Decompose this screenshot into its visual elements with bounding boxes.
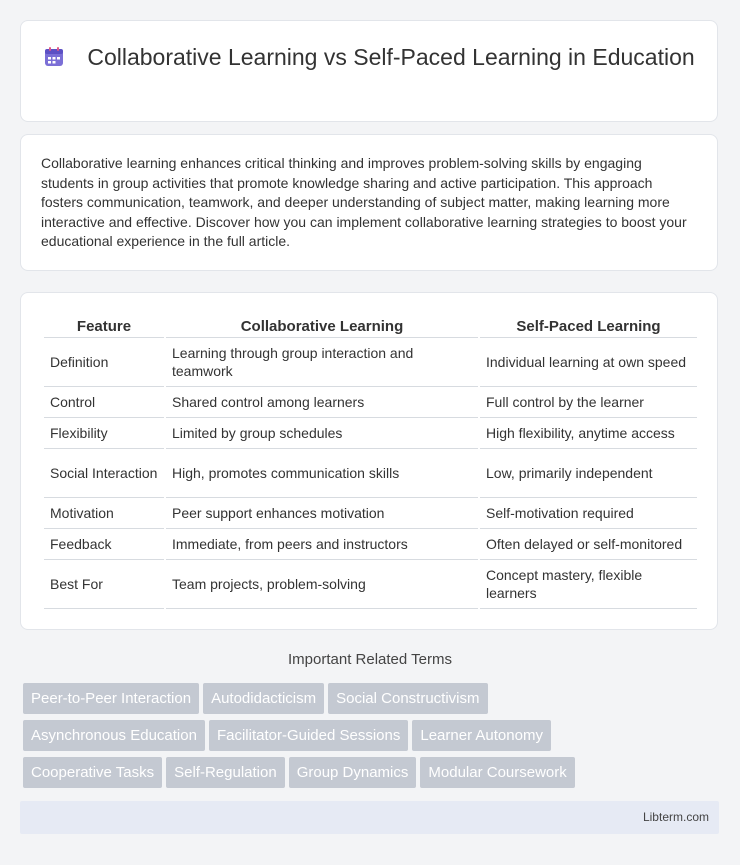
row-feature: Motivation [44, 498, 164, 529]
table-row [44, 387, 697, 418]
table-row [44, 449, 697, 498]
row-self-paced: Low, primarily independent [480, 449, 697, 498]
tag-self-regulation[interactable]: Self-Regulation [166, 757, 285, 788]
row-collaborative: Learning through group interaction and teamwork [166, 338, 478, 387]
table-row [44, 498, 697, 529]
page-title: Collaborative Learning vs Self-Paced Learning in Education [87, 44, 695, 70]
tag-asynchronous-education[interactable]: Asynchronous Education [23, 720, 205, 751]
tag-facilitator-guided-sessions[interactable]: Facilitator-Guided Sessions [209, 720, 408, 751]
header-collaborative: Collaborative Learning [166, 315, 478, 338]
related-terms-title: Important Related Terms [288, 651, 452, 668]
row-collaborative: High, promotes communication skills [166, 449, 478, 498]
intro-card [20, 134, 718, 271]
row-self-paced: High flexibility, anytime access [480, 418, 697, 449]
row-collaborative: Shared control among learners [166, 387, 478, 418]
row-collaborative: Peer support enhances motivation [166, 498, 478, 529]
tag-cooperative-tasks[interactable]: Cooperative Tasks [23, 757, 162, 788]
tag-row [23, 683, 623, 714]
tag-modular-coursework[interactable]: Modular Coursework [420, 757, 574, 788]
title-card [20, 20, 718, 122]
calendar-icon [43, 46, 65, 68]
row-feature: Feedback [44, 529, 164, 560]
row-feature: Definition [44, 338, 164, 387]
tag-group-dynamics[interactable]: Group Dynamics [289, 757, 417, 788]
table-header-row [44, 315, 697, 338]
row-self-paced: Often delayed or self-monitored [480, 529, 697, 560]
tag-autodidacticism[interactable]: Autodidacticism [203, 683, 324, 714]
header-self-paced: Self-Paced Learning [480, 315, 697, 338]
header-feature: Feature [44, 315, 164, 338]
row-feature: Best For [44, 560, 164, 609]
row-collaborative: Immediate, from peers and instructors [166, 529, 478, 560]
tag-row [23, 720, 623, 751]
comparison-table [42, 315, 699, 609]
footer-site-link[interactable]: Libterm.com [642, 810, 709, 824]
table-row [44, 560, 697, 609]
page-title-wrap [21, 43, 717, 72]
row-self-paced: Full control by the learner [480, 387, 697, 418]
intro-paragraph: Collaborative learning enhances critical thinking and improves problem-solving skills by engaging students in group activities that promote knowledge sharing and active participation. This approach fosters communication, teamwork, and deeper understanding of subject matter, making learning more interactive and effective. Discover how you can implement collaborative learning strategies to boost your educational experience in the full article. [41, 155, 687, 249]
related-terms-list [23, 683, 623, 794]
row-self-paced: Self-motivation required [480, 498, 697, 529]
table-row [44, 529, 697, 560]
row-self-paced: Individual learning at own speed [480, 338, 697, 387]
tag-social-constructivism[interactable]: Social Constructivism [328, 683, 487, 714]
footer [20, 801, 719, 834]
row-self-paced: Concept mastery, flexible learners [480, 560, 697, 609]
tag-learner-autonomy[interactable]: Learner Autonomy [412, 720, 551, 751]
tag-row [23, 757, 623, 788]
row-feature: Control [44, 387, 164, 418]
comparison-card [20, 292, 718, 630]
table-row [44, 338, 697, 387]
row-feature: Social Interaction [44, 449, 164, 498]
tag-peer-to-peer-interaction[interactable]: Peer-to-Peer Interaction [23, 683, 199, 714]
row-collaborative: Limited by group schedules [166, 418, 478, 449]
row-collaborative: Team projects, problem-solving [166, 560, 478, 609]
row-feature: Flexibility [44, 418, 164, 449]
table-row [44, 418, 697, 449]
